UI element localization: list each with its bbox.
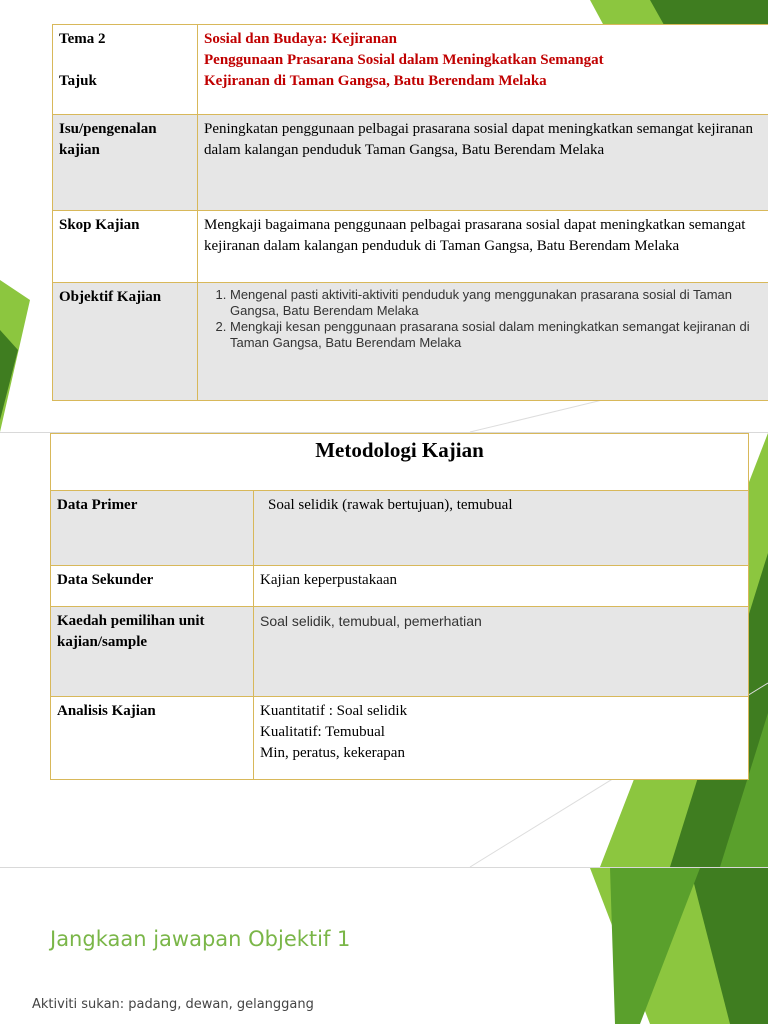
analisis-line: Kualitatif: Temubual — [260, 724, 385, 740]
isu-label: Isu/pengenalan kajian — [53, 115, 198, 211]
table-row — [51, 607, 749, 697]
data-sekunder-text: Kajian keperpustakaan — [254, 566, 749, 607]
table-row — [53, 211, 768, 283]
table-row — [53, 25, 768, 115]
topic-title-cell — [198, 25, 768, 115]
table-row — [53, 115, 768, 211]
table-row — [51, 434, 749, 491]
theme-title: Sosial dan Budaya: Kejiranan — [204, 31, 397, 47]
topic-label-cell — [53, 25, 198, 115]
table-row — [51, 491, 749, 566]
slide-1 — [0, 0, 768, 432]
tema-label: Tema 2 — [59, 31, 106, 47]
slide-3-text: Aktiviti sukan: padang, dewan, gelanggang — [32, 997, 314, 1012]
data-sekunder-label: Data Sekunder — [51, 566, 254, 607]
table-row — [53, 283, 768, 401]
topic-title-line-1: Penggunaan Prasarana Sosial dalam Meningkatkan Semangat — [204, 52, 604, 68]
analisis-line: Min, peratus, kekerapan — [260, 745, 405, 761]
skop-label: Skop Kajian — [53, 211, 198, 283]
methodology-heading: Metodologi Kajian — [51, 434, 749, 491]
topic-title-line-2: Kejiranan di Taman Gangsa, Batu Berendam Melaka — [204, 73, 547, 89]
list-item: 2. Mengkaji kesan penggunaan prasarana sosial dalam meningkatkan semangat kejiranan di Taman Gangsa, Batu Berendam Melaka — [230, 319, 768, 351]
topic-table — [52, 24, 768, 401]
list-item: 1. Mengenal pasti aktiviti-aktiviti penduduk yang menggunakan prasarana sosial di Taman Gangsa, Batu Berendam Melaka — [230, 287, 768, 319]
tajuk-label: Tajuk — [59, 73, 97, 89]
table-row — [51, 566, 749, 607]
analisis-label: Analisis Kajian — [51, 697, 254, 780]
kaedah-label: Kaedah pemilihan unit kajian/sample — [51, 607, 254, 697]
skop-text: Mengkaji bagaimana penggunaan pelbagai prasarana sosial dapat meningkatkan semangat kejiranan dalam kalangan penduduk di Taman Gangsa, Batu Berendam Melaka — [198, 211, 768, 283]
data-primer-label: Data Primer — [51, 491, 254, 566]
data-primer-text: Soal selidik (rawak bertujuan), temubual — [254, 491, 749, 566]
table-row — [51, 697, 749, 780]
analisis-line: Kuantitatif : Soal selidik — [260, 703, 408, 719]
objektif-list — [204, 287, 768, 351]
methodology-table — [50, 433, 749, 780]
objektif-cell — [198, 283, 768, 401]
kaedah-text: Soal selidik, temubual, pemerhatian — [254, 607, 749, 697]
objektif-label: Objektif Kajian — [53, 283, 198, 401]
slide-3-title: Jangkaan jawapan Objektif 1 — [50, 927, 351, 951]
isu-text: Peningkatan penggunaan pelbagai prasarana sosial dapat meningkatkan semangat kejiranan dalam kalangan penduduk Taman Gangsa, Batu Berendam Melaka — [198, 115, 768, 211]
analisis-cell — [254, 697, 749, 780]
